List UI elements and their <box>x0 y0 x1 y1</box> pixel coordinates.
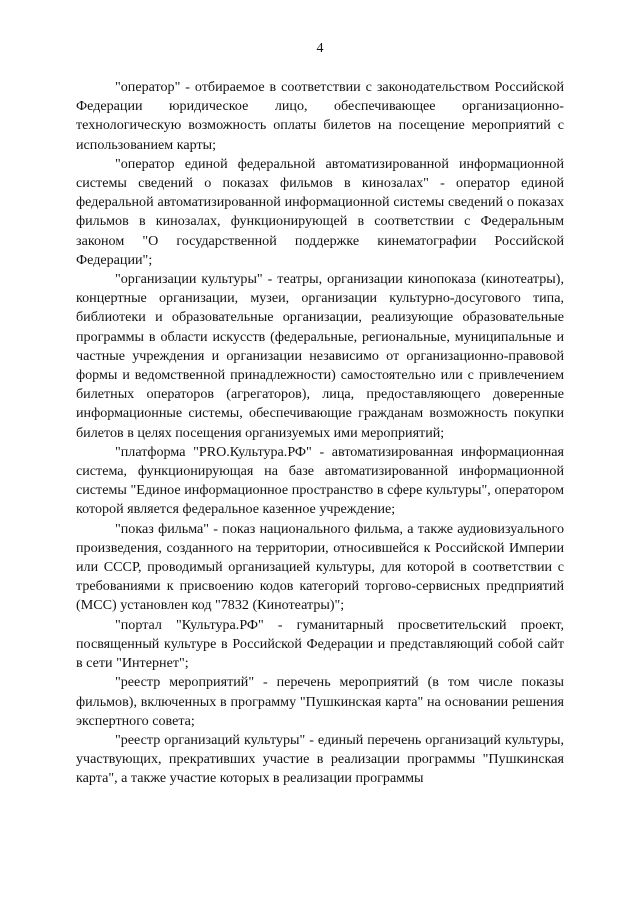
paragraph-culture-organizations-definition: "организации культуры" - театры, организации кинопоказа (кинотеатры), концертные организации, музеи, организации культурно-досугового типа, библиотеки и образовательные организации, реализующие образовательные программы в области искусств (федеральные, региональные, муниципальные и частные учреждения и организации независимо от организационно-правовой формы и ведомственной принадлежности) самостоятельно или с привлечением билетных операторов (агрегаторов), лица, предоставляющего доверенные информационные системы, обеспечивающие гражданам возможность покупки билетов в целях посещения организуемых ими мероприятий; <box>76 271 564 441</box>
paragraph-film-screening-definition: "показ фильма" - показ национального фильма, а также аудиовизуального произведения, созданного на территории, относившейся к Российской Империи или СССР, проводимый организацией культуры, для которой в соответствии с требованиями к присвоению кодов категорий торгово-сервисных предприятий (МСС) установлен код "7832 (Кинотеатры)"; <box>76 520 564 614</box>
paragraph-events-registry-definition: "реестр мероприятий" - перечень мероприятий (в том числе показы фильмов), включенных в программу "Пушкинская карта" на основании решения экспертного совета; <box>76 674 564 729</box>
document-body <box>76 78 564 789</box>
paragraph-platform-definition: "платформа "PRO.Культура.РФ" - автоматизированная информационная система, функционирующая на базе автоматизированной информационной системы "Единое информационное пространство в сфере культуры", оператором которой является федеральное казенное учреждение; <box>76 443 564 518</box>
paragraph-operator-definition: "оператор" - отбираемое в соответствии с законодательством Российской Федерации юридическое лицо, обеспечивающее организационно-технологическую возможность оплаты билетов на посещение мероприятий с использованием карты; <box>76 79 564 153</box>
paragraph-organizations-registry-definition: "реестр организаций культуры" - единый перечень организаций культуры, участвующих, прекративших участие в реализации программы "Пушкинская карта", а также участие которых в реализации программы <box>76 731 564 787</box>
paragraph-portal-definition: "портал "Культура.РФ" - гуманитарный просветительский проект, посвященный культуре в Российской Федерации и представляющий собой сайт в сети "Интернет"; <box>76 616 564 672</box>
paragraph-federal-system-operator-definition: "оператор единой федеральной автоматизированной информационной системы сведений о показах фильмов в кинозалах" - оператор единой федеральной автоматизированной информационной системы сведений о показах фильмов в кинозалах, функционирующей в соответствии с Федеральным законом "О государственной поддержке кинематографии Российской Федерации"; <box>76 155 564 268</box>
page-number: 4 <box>316 41 324 56</box>
